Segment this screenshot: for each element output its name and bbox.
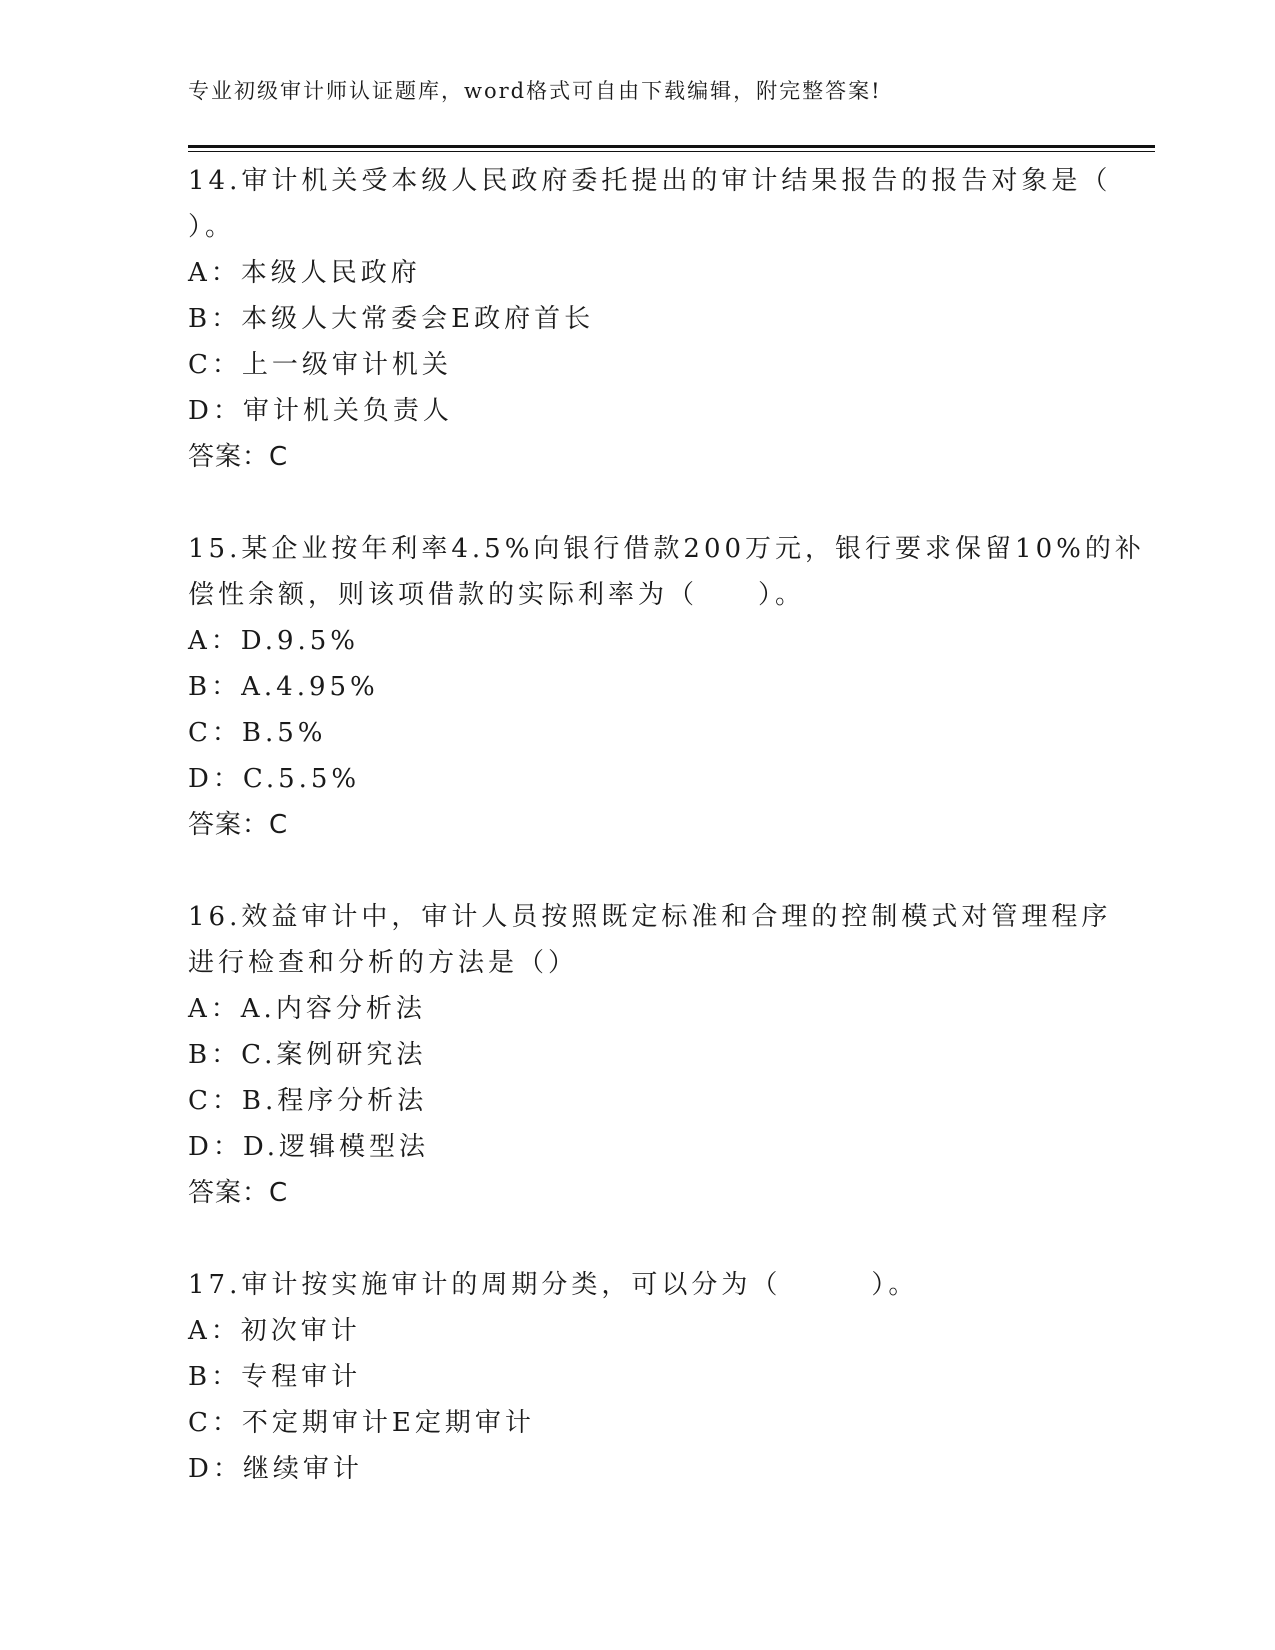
- question-stem-line: ）。: [188, 212, 236, 242]
- header-rule-thin: [188, 151, 1155, 152]
- question-17: [188, 1262, 1088, 1492]
- option-c: C：不定期审计E定期审计: [188, 1408, 535, 1438]
- option-a: A：A.内容分析法: [188, 994, 426, 1024]
- question-15: [188, 526, 1145, 848]
- question-list: [188, 158, 1145, 1538]
- answer: 答案：C: [188, 1178, 289, 1208]
- option-b: B：本级人大常委会E政府首长: [188, 304, 595, 334]
- option-b: B：A.4.95%: [188, 672, 379, 702]
- option-a: A：初次审计: [188, 1316, 361, 1346]
- question-16: [188, 894, 1112, 1216]
- option-c: C：B.程序分析法: [188, 1086, 428, 1116]
- option-c: C：B.5%: [188, 718, 327, 748]
- option-a: A：D.9.5%: [188, 626, 360, 656]
- answer: 答案：C: [188, 810, 289, 840]
- question-stem-line: 进行检查和分析的方法是（）: [188, 948, 579, 978]
- option-a: A：本级人民政府: [188, 258, 421, 288]
- answer: 答案：C: [188, 442, 289, 472]
- option-c: C：上一级审计机关: [188, 350, 452, 380]
- question-14: [188, 158, 1112, 480]
- question-stem-line: 偿性余额，则该项借款的实际利率为（ ）。: [188, 580, 806, 610]
- option-b: B：C.案例研究法: [188, 1040, 427, 1070]
- option-d: D：审计机关负责人: [188, 396, 453, 426]
- option-d: D：C.5.5%: [188, 764, 361, 794]
- question-stem-line: 16.效益审计中，审计人员按照既定标准和合理的控制模式对管理程序: [188, 902, 1112, 932]
- option-d: D：继续审计: [188, 1454, 363, 1484]
- question-stem-line: 14.审计机关受本级人民政府委托提出的审计结果报告的报告对象是（: [188, 166, 1112, 196]
- question-stem-line: 17.审计按实施审计的周期分类，可以分为（ ）。: [188, 1270, 919, 1300]
- option-b: B：专程审计: [188, 1362, 362, 1392]
- header-rule-thick: [188, 145, 1155, 148]
- option-d: D：D.逻辑模型法: [188, 1132, 430, 1162]
- page-header: 专业初级审计师认证题库，word格式可自由下载编辑，附完整答案!: [188, 79, 882, 103]
- question-stem-line: 15.某企业按年利率4.5%向银行借款200万元，银行要求保留10%的补: [188, 534, 1145, 564]
